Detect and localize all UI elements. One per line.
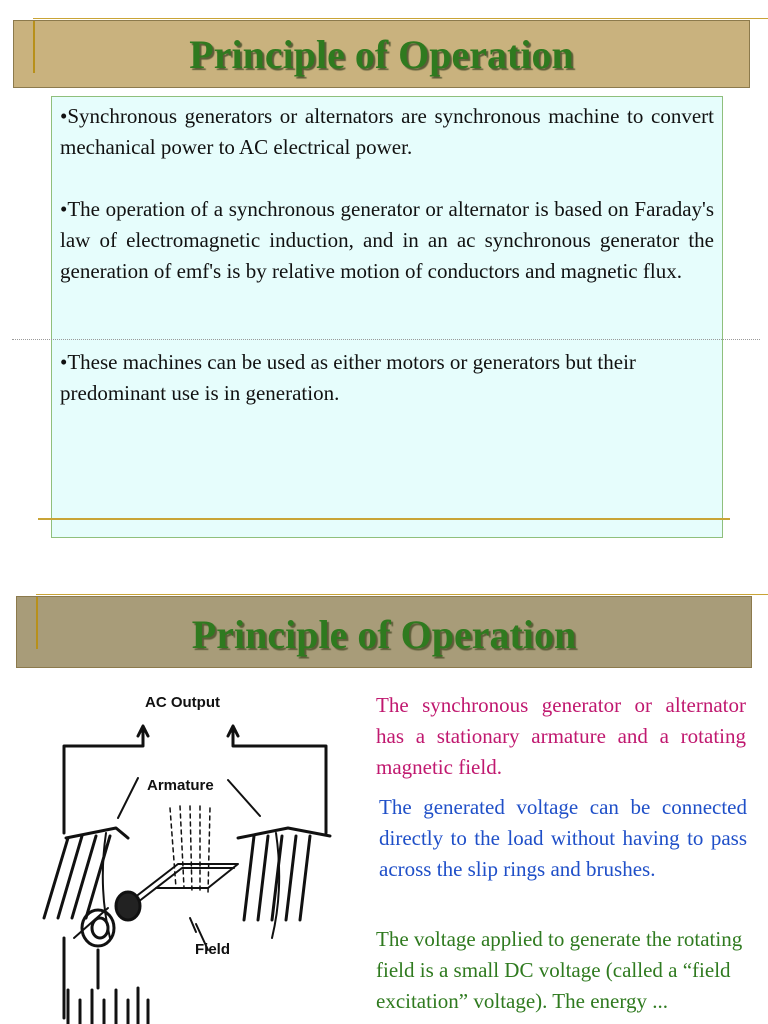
field-label: Field	[195, 941, 231, 958]
armature-label: Armature	[147, 777, 214, 794]
ac-output-label: AC Output	[145, 694, 220, 711]
slide-1-title-bar	[13, 20, 750, 88]
slide-1-content-box	[51, 96, 723, 538]
gold-divider	[38, 518, 730, 520]
slide-2-title: Principle of Operation	[191, 612, 577, 657]
slide-1-paragraph-3: •These machines can be used as either motors or generators but their predominant use is in generation.	[60, 350, 636, 405]
slide-1-title: Principle of Operation	[189, 32, 574, 77]
slide-2-paragraph-1: The synchronous generator or alternator has a stationary armature and a rotating magnetic field.	[376, 693, 746, 779]
slide-2-title-bar	[16, 596, 752, 668]
slide-2	[0, 560, 768, 1024]
dotted-divider	[12, 339, 760, 340]
alternator-illustration	[38, 688, 343, 1024]
slide-1-paragraph-2: •The operation of a synchronous generator or alternator is based on Faraday's law of electromagnetic induction, and in an ac synchronous generator the generation of emf's is by relative motion of conductors and magnetic flux.	[60, 197, 714, 283]
alternator-diagram	[38, 688, 343, 1024]
slide-1-paragraph-1: •Synchronous generators or alternators are synchronous machine to convert mechanical power to AC electrical power.	[60, 104, 714, 159]
slide-2-paragraph-3: The voltage applied to generate the rotating field is a small DC voltage (called a “field excitation” voltage). The energy ...	[376, 927, 743, 1013]
slide-2-paragraph-2: The generated voltage can be connected directly to the load without having to pass across the slip rings and brushes.	[379, 795, 747, 881]
